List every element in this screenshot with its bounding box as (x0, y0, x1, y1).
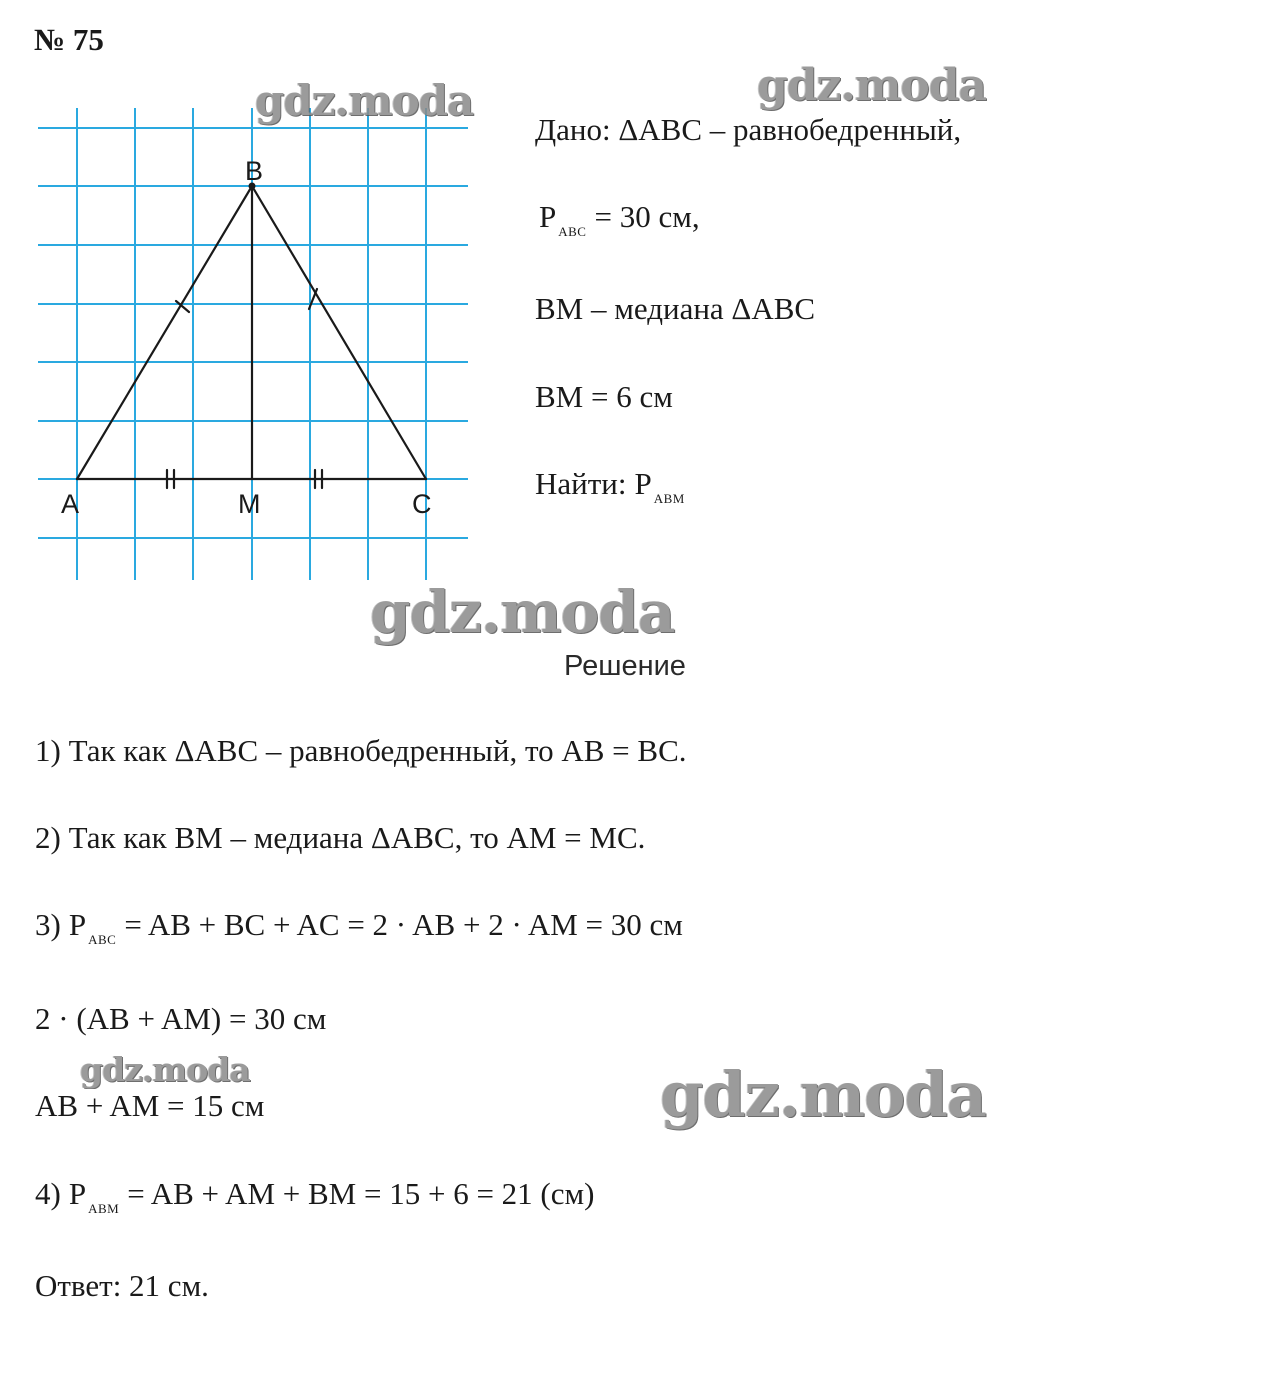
label-m: M (238, 489, 261, 519)
step-3-prefix: 3) (35, 907, 61, 942)
label-b: B (245, 156, 264, 186)
find-prefix: Найти: (535, 466, 627, 501)
step-2: 2) Так как BM – медиана ΔABC, то AM = MC. (35, 820, 646, 855)
watermark-3: gdz.moda (370, 578, 675, 646)
step-3 (35, 909, 683, 946)
perimeter-subscript: ABC (558, 224, 587, 239)
given-line-2-value: = 30 см, (594, 199, 700, 234)
problem-number: № 75 (34, 22, 104, 57)
step-3b: 2 · (AB + AM) = 30 см (35, 1001, 327, 1036)
watermark-1: gdz.moda (255, 76, 474, 125)
watermark-2: gdz.moda (757, 60, 987, 111)
step-4-symbol: P (68, 1176, 87, 1211)
label-a: A (61, 489, 80, 519)
step-4 (35, 1178, 594, 1215)
side-bc (252, 186, 426, 479)
side-ab (77, 186, 252, 479)
find-symbol: P (634, 466, 652, 501)
step-1: 1) Так как ΔABC – равнобедренный, то AB = BC. (35, 733, 687, 768)
find-subscript: ABM (653, 491, 685, 506)
step-3-symbol: P (68, 907, 87, 942)
step-3-expression: = AB + BC + AC = 2 · AB + 2 · AM = 30 см (124, 907, 683, 942)
find-line (535, 468, 685, 505)
watermark-5: gdz.moda (660, 1058, 986, 1131)
answer: Ответ: 21 см. (35, 1268, 209, 1303)
given-line-1: Дано: ΔABC – равнобедренный, (535, 112, 962, 147)
given-line-3: BM – медиана ΔABC (535, 291, 816, 326)
given-line-4: BM = 6 см (535, 379, 673, 414)
perimeter-symbol: P (539, 199, 557, 234)
label-c: C (412, 489, 432, 519)
step-3c: AB + AM = 15 см (35, 1088, 265, 1123)
step-4-prefix: 4) (35, 1176, 61, 1211)
watermark-4: gdz.moda (80, 1050, 250, 1089)
step-4-expression: = AB + AM + BM = 15 + 6 = 21 (см) (127, 1176, 595, 1211)
solution-heading: Решение (564, 650, 686, 682)
given-line-2 (539, 201, 700, 238)
step-4-subscript: ABM (88, 1201, 120, 1216)
step-3-subscript: ABC (88, 932, 117, 947)
